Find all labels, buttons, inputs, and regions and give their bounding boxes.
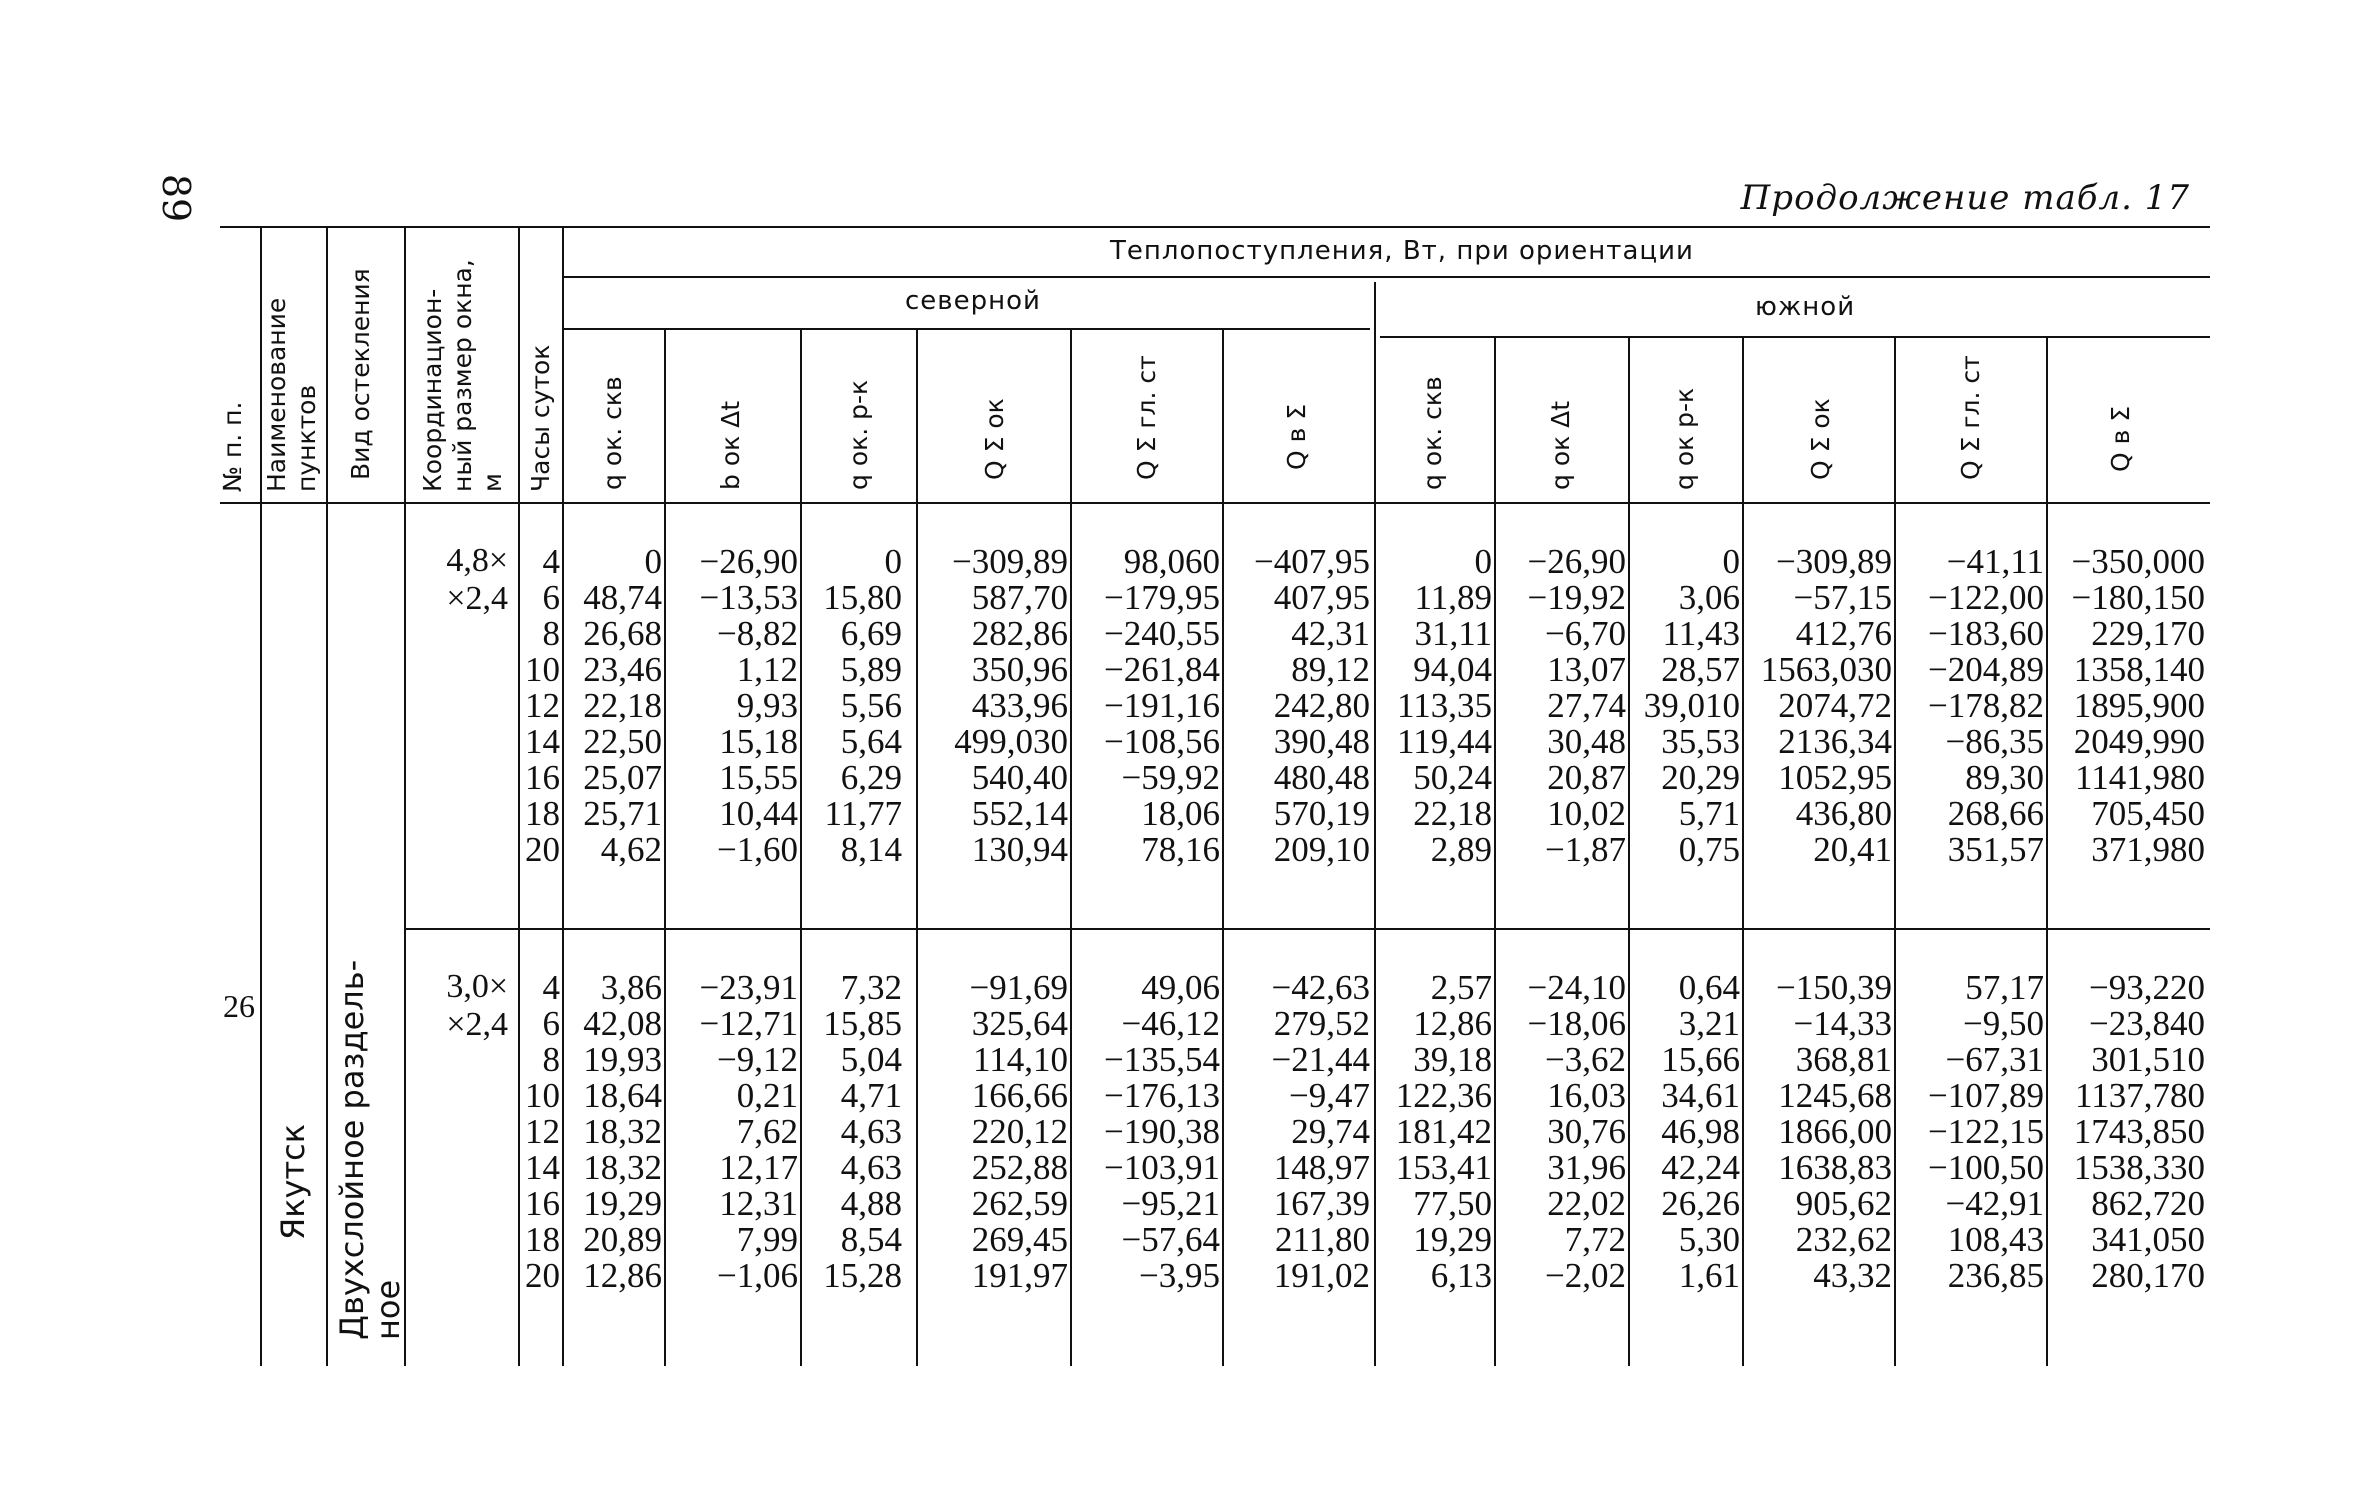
- table-cell: 412,76: [1795, 614, 1892, 653]
- table-cell: 5,71: [1678, 794, 1740, 833]
- table-cell: 433,96: [971, 686, 1068, 725]
- table-cell: 5,64: [840, 722, 902, 761]
- table-cell: 301,510: [2091, 1040, 2205, 1079]
- table-cell: 18,32: [583, 1148, 662, 1187]
- table-cell: 19,93: [583, 1040, 662, 1079]
- table-cell: 0: [644, 542, 662, 581]
- table-cell: 15,85: [823, 1004, 902, 1043]
- table-cell: 7,32: [840, 968, 902, 1007]
- table-cell: 268,66: [1947, 794, 2044, 833]
- table-cell: 15,28: [823, 1256, 902, 1295]
- table-cell: −183,60: [1928, 614, 2044, 653]
- table-cell: −309,89: [952, 542, 1068, 581]
- table-cell: −18,06: [1527, 1004, 1626, 1043]
- table-cell: 12,31: [719, 1184, 798, 1223]
- table-cell: 5,30: [1678, 1220, 1740, 1259]
- table-cell: 13,07: [1547, 650, 1626, 689]
- header-south: южной: [1755, 292, 1856, 322]
- table-cell: 12,17: [719, 1148, 798, 1187]
- table-cell: 22,18: [1413, 794, 1492, 833]
- header-south-q-rk: q ок р-к: [1670, 387, 1699, 490]
- table-cell: 11,89: [1414, 578, 1492, 617]
- column-south-Q_ok: [1742, 970, 1892, 1294]
- table-cell: 1,12: [736, 650, 798, 689]
- table-cell: 15,66: [1661, 1040, 1740, 1079]
- table-cell: −3,62: [1545, 1040, 1626, 1079]
- table-cell: 20: [525, 1256, 560, 1295]
- header-south-q-dt: q ок Δt: [1546, 400, 1575, 490]
- table-cell: 371,980: [2091, 830, 2205, 869]
- table-cell: −240,55: [1104, 614, 1220, 653]
- table-cell: −204,89: [1928, 650, 2044, 689]
- entry-city: Якутск: [274, 1123, 312, 1240]
- table-cell: −23,91: [699, 968, 798, 1007]
- table-cell: 20: [525, 830, 560, 869]
- table-cell: 25,07: [583, 758, 662, 797]
- column-north-Q_gl: [1070, 544, 1220, 868]
- table-cell: 4,88: [840, 1184, 902, 1223]
- table-cell: 114,10: [973, 1040, 1068, 1079]
- table-cell: 4: [542, 542, 560, 581]
- table-cell: −42,91: [1945, 1184, 2044, 1223]
- header-south-q-skv: q ок. скв: [1418, 376, 1447, 490]
- table-cell: 39,010: [1643, 686, 1740, 725]
- table-cell: 16,03: [1547, 1076, 1626, 1115]
- table-cell: 35,53: [1661, 722, 1740, 761]
- table-cell: −93,220: [2089, 968, 2205, 1007]
- table-cell: 1895,900: [2073, 686, 2205, 725]
- column-north-b_dt: [666, 970, 798, 1294]
- table-cell: −176,13: [1104, 1076, 1220, 1115]
- table-cell: 2136,34: [1778, 722, 1892, 761]
- table-cell: 43,32: [1813, 1256, 1892, 1295]
- block1-size-line1: 4,8×: [446, 542, 508, 579]
- table-cell: 18: [525, 794, 560, 833]
- block1-size: [412, 542, 508, 618]
- table-cell: −24,10: [1527, 968, 1626, 1007]
- table-cell: 49,06: [1141, 968, 1220, 1007]
- table-cell: 6,13: [1430, 1256, 1492, 1295]
- table-cell: 8,14: [840, 830, 902, 869]
- table-cell: 30,76: [1547, 1112, 1626, 1151]
- table-cell: 279,52: [1273, 1004, 1370, 1043]
- table-cell: −180,150: [2071, 578, 2205, 617]
- table-cell: 8: [542, 614, 560, 653]
- table-cell: 191,02: [1273, 1256, 1370, 1295]
- block1-size-line2: ×2,4: [446, 580, 508, 617]
- table-cell: 191,97: [971, 1256, 1068, 1295]
- table-cell: 368,81: [1795, 1040, 1892, 1079]
- header-col-hours: Часы суток: [526, 344, 555, 492]
- table-cell: 10: [525, 1076, 560, 1115]
- table-cell: 122,36: [1395, 1076, 1492, 1115]
- table-cell: 8: [542, 1040, 560, 1079]
- table-cell: −122,15: [1928, 1112, 2044, 1151]
- table-cell: 229,170: [2091, 614, 2205, 653]
- table-cell: 25,71: [583, 794, 662, 833]
- table-cell: −9,47: [1289, 1076, 1370, 1115]
- table-cell: 262,59: [971, 1184, 1068, 1223]
- header-group-title: Теплопоступления, Вт, при ориентации: [1110, 236, 1694, 266]
- table-cell: 42,31: [1291, 614, 1370, 653]
- column-north-Q_ok: [918, 544, 1068, 868]
- table-cell: 211,80: [1275, 1220, 1370, 1259]
- header-south-Q-ok: Q Σ ок: [1806, 398, 1835, 480]
- table-cell: 28,57: [1661, 650, 1740, 689]
- table-cell: 351,57: [1947, 830, 2044, 869]
- header-north-q-skv: q ок. скв: [598, 376, 627, 490]
- table-cell: 4,71: [840, 1076, 902, 1115]
- table-cell: 31,96: [1547, 1148, 1626, 1187]
- column-south-q_skv: [1374, 544, 1492, 868]
- table-cell: 4,62: [600, 830, 662, 869]
- table-cell: 11,77: [824, 794, 902, 833]
- table-cell: 46,98: [1661, 1112, 1740, 1151]
- header-north-Q-v: Q в Σ: [1282, 403, 1311, 470]
- table-cell: 10: [525, 650, 560, 689]
- table-cell: 2,89: [1430, 830, 1492, 869]
- table-cell: 48,74: [583, 578, 662, 617]
- table-cell: −9,50: [1963, 1004, 2044, 1043]
- table-cell: 220,12: [971, 1112, 1068, 1151]
- header-north-Q-gl: Q Σ гл. ст: [1132, 355, 1161, 480]
- column-hours: [520, 544, 560, 868]
- table-cell: 4: [542, 968, 560, 1007]
- column-north-Q_ok: [918, 970, 1068, 1294]
- table-cell: −6,70: [1545, 614, 1626, 653]
- column-south-q_skv: [1374, 970, 1492, 1294]
- table-cell: 42,08: [583, 1004, 662, 1043]
- column-south-Q_gl: [1894, 970, 2044, 1294]
- table-cell: 34,61: [1661, 1076, 1740, 1115]
- table-cell: 166,66: [971, 1076, 1068, 1115]
- table-cell: 3,06: [1678, 578, 1740, 617]
- entry-glazing: Двухслойное раздель-ное: [333, 959, 407, 1340]
- header-north-q-rk: q ок. р-к: [844, 379, 873, 490]
- table-cell: −178,82: [1928, 686, 2044, 725]
- table-cell: −1,87: [1545, 830, 1626, 869]
- table-cell: 5,56: [840, 686, 902, 725]
- column-north-q_skv: [566, 970, 662, 1294]
- header-north: северной: [905, 286, 1041, 316]
- table-cell: 1137,780: [2075, 1076, 2205, 1115]
- table-cell: 390,48: [1273, 722, 1370, 761]
- table-cell: 20,41: [1813, 830, 1892, 869]
- table-cell: 905,62: [1795, 1184, 1892, 1223]
- table-cell: 94,04: [1413, 650, 1492, 689]
- table-cell: 5,04: [840, 1040, 902, 1079]
- table-caption: Продолжение табл. 17: [1740, 178, 2190, 218]
- table-cell: −26,90: [699, 542, 798, 581]
- table-cell: 18,06: [1141, 794, 1220, 833]
- table-cell: 8,54: [840, 1220, 902, 1259]
- table-cell: 325,64: [971, 1004, 1068, 1043]
- table-cell: 16: [525, 1184, 560, 1223]
- header-north-Q-ok: Q Σ ок: [980, 398, 1009, 480]
- table-cell: 0,75: [1678, 830, 1740, 869]
- column-north-q_skv: [566, 544, 662, 868]
- table-cell: −122,00: [1928, 578, 2044, 617]
- table-cell: 587,70: [971, 578, 1068, 617]
- table-cell: 98,060: [1123, 542, 1220, 581]
- block2-size-line1: 3,0×: [446, 968, 508, 1005]
- table-cell: 26,26: [1661, 1184, 1740, 1223]
- table-cell: 22,02: [1547, 1184, 1626, 1223]
- column-south-q_rk: [1628, 970, 1740, 1294]
- table-cell: 1245,68: [1778, 1076, 1892, 1115]
- table-cell: 10,02: [1547, 794, 1626, 833]
- table-cell: −179,95: [1104, 578, 1220, 617]
- column-north-q_rk: [802, 970, 902, 1294]
- table-cell: 252,88: [971, 1148, 1068, 1187]
- table-cell: 7,72: [1564, 1220, 1626, 1259]
- table-cell: −13,53: [699, 578, 798, 617]
- table-cell: 6: [542, 578, 560, 617]
- table-cell: 570,19: [1273, 794, 1370, 833]
- table-cell: 30,48: [1547, 722, 1626, 761]
- table-cell: −1,06: [717, 1256, 798, 1295]
- header-col-size: Координацион-ный размер окна, м: [418, 259, 507, 492]
- table-cell: −8,82: [717, 614, 798, 653]
- table-cell: −261,84: [1104, 650, 1220, 689]
- table-cell: 14: [525, 1148, 560, 1187]
- table-cell: 862,720: [2091, 1184, 2205, 1223]
- table-cell: 1358,140: [2073, 650, 2205, 689]
- table-cell: −150,39: [1776, 968, 1892, 1007]
- table-cell: 499,030: [954, 722, 1068, 761]
- table-cell: 77,50: [1413, 1184, 1492, 1223]
- table-cell: 350,96: [971, 650, 1068, 689]
- table-cell: 280,170: [2091, 1256, 2205, 1295]
- table-cell: 16: [525, 758, 560, 797]
- column-south-Q_v: [2047, 544, 2205, 868]
- table-cell: 5,89: [840, 650, 902, 689]
- entry-number: 26: [223, 988, 255, 1024]
- table-cell: 6,69: [840, 614, 902, 653]
- table-cell: 0,21: [736, 1076, 798, 1115]
- table-cell: −2,02: [1545, 1256, 1626, 1295]
- table-cell: 3,86: [600, 968, 662, 1007]
- table-cell: −350,000: [2071, 542, 2205, 581]
- table-cell: 269,45: [971, 1220, 1068, 1259]
- table-cell: 18,64: [583, 1076, 662, 1115]
- table-cell: −46,12: [1121, 1004, 1220, 1043]
- table-cell: 1743,850: [2073, 1112, 2205, 1151]
- table-cell: 148,97: [1273, 1148, 1370, 1187]
- table-cell: 12,86: [583, 1256, 662, 1295]
- table-cell: 2074,72: [1778, 686, 1892, 725]
- table-cell: 22,18: [583, 686, 662, 725]
- header-north-b-dt: b ок Δt: [716, 400, 745, 490]
- table-cell: 18: [525, 1220, 560, 1259]
- table-cell: 89,30: [1965, 758, 2044, 797]
- table-cell: 10,44: [719, 794, 798, 833]
- column-north-q_rk: [802, 544, 902, 868]
- table-cell: −91,69: [969, 968, 1068, 1007]
- table-cell: 1638,83: [1778, 1148, 1892, 1187]
- table-cell: −12,71: [699, 1004, 798, 1043]
- table-cell: 27,74: [1547, 686, 1626, 725]
- table-cell: 12: [525, 1112, 560, 1151]
- column-south-Q_gl: [1894, 544, 2044, 868]
- table-cell: 242,80: [1273, 686, 1370, 725]
- column-north-Q_v: [1220, 970, 1370, 1294]
- table-cell: 540,40: [971, 758, 1068, 797]
- table-cell: 0,64: [1678, 968, 1740, 1007]
- table-cell: 1538,330: [2073, 1148, 2205, 1187]
- table-cell: 78,16: [1141, 830, 1220, 869]
- column-north-b_dt: [666, 544, 798, 868]
- table-cell: 9,93: [736, 686, 798, 725]
- table-cell: 0: [1722, 542, 1740, 581]
- table-cell: 0: [884, 542, 902, 581]
- table-cell: −14,33: [1793, 1004, 1892, 1043]
- table-cell: −19,92: [1527, 578, 1626, 617]
- table-cell: 2049,990: [2073, 722, 2205, 761]
- table-cell: 26,68: [583, 614, 662, 653]
- table-cell: 19,29: [583, 1184, 662, 1223]
- table-cell: −407,95: [1254, 542, 1370, 581]
- table-cell: −59,92: [1121, 758, 1220, 797]
- table-cell: 282,86: [971, 614, 1068, 653]
- header-col-name: Наименование пунктов: [262, 297, 321, 492]
- table-cell: 6: [542, 1004, 560, 1043]
- table-cell: 15,80: [823, 578, 902, 617]
- table-cell: 42,24: [1661, 1148, 1740, 1187]
- table-cell: −57,15: [1793, 578, 1892, 617]
- table-cell: −1,60: [717, 830, 798, 869]
- table-cell: 57,17: [1965, 968, 2044, 1007]
- table-cell: 167,39: [1273, 1184, 1370, 1223]
- table-cell: 31,11: [1414, 614, 1492, 653]
- table-cell: −3,95: [1139, 1256, 1220, 1295]
- table-cell: −86,35: [1945, 722, 2044, 761]
- table-cell: −190,38: [1104, 1112, 1220, 1151]
- table-cell: 119,44: [1397, 722, 1492, 761]
- table-cell: 12: [525, 686, 560, 725]
- table-cell: −57,64: [1121, 1220, 1220, 1259]
- column-south-q_rk: [1628, 544, 1740, 868]
- table-cell: 108,43: [1947, 1220, 2044, 1259]
- table-cell: 4,63: [840, 1112, 902, 1151]
- table-cell: 436,80: [1795, 794, 1892, 833]
- table-cell: 15,55: [719, 758, 798, 797]
- table-cell: −42,63: [1271, 968, 1370, 1007]
- column-south-q_dt: [1494, 970, 1626, 1294]
- block2-size: [412, 968, 508, 1044]
- table-cell: 39,18: [1413, 1040, 1492, 1079]
- table-cell: 1052,95: [1778, 758, 1892, 797]
- table-cell: 89,12: [1291, 650, 1370, 689]
- table-cell: 15,18: [719, 722, 798, 761]
- column-north-Q_gl: [1070, 970, 1220, 1294]
- table-cell: −67,31: [1945, 1040, 2044, 1079]
- table-cell: 7,62: [736, 1112, 798, 1151]
- header-col-no: № п. п.: [218, 401, 247, 492]
- block2-size-line2: ×2,4: [446, 1006, 508, 1043]
- table-cell: 20,29: [1661, 758, 1740, 797]
- table-cell: −95,21: [1121, 1184, 1220, 1223]
- table-cell: 1866,00: [1778, 1112, 1892, 1151]
- column-south-q_dt: [1494, 544, 1626, 868]
- table-cell: 11,43: [1662, 614, 1740, 653]
- table-cell: 552,14: [971, 794, 1068, 833]
- column-north-Q_v: [1220, 544, 1370, 868]
- table-cell: 18,32: [583, 1112, 662, 1151]
- table-cell: −26,90: [1527, 542, 1626, 581]
- table-cell: 7,99: [736, 1220, 798, 1259]
- table-cell: −107,89: [1928, 1076, 2044, 1115]
- table-cell: 4,63: [840, 1148, 902, 1187]
- header-col-glazing: Вид остекления: [346, 268, 375, 480]
- table-cell: −41,11: [1946, 542, 2044, 581]
- table-cell: 1,61: [1678, 1256, 1740, 1295]
- table-cell: −21,44: [1271, 1040, 1370, 1079]
- table-cell: 705,450: [2091, 794, 2205, 833]
- table-cell: −9,12: [717, 1040, 798, 1079]
- table-cell: 6,29: [840, 758, 902, 797]
- header-south-Q-v: Q в Σ: [2106, 405, 2135, 472]
- table-cell: 20,87: [1547, 758, 1626, 797]
- table-cell: 1141,980: [2075, 758, 2205, 797]
- table-cell: −100,50: [1928, 1148, 2044, 1187]
- table-cell: 232,62: [1795, 1220, 1892, 1259]
- column-hours: [520, 970, 560, 1294]
- table-cell: 113,35: [1397, 686, 1492, 725]
- table-cell: 50,24: [1413, 758, 1492, 797]
- column-south-Q_ok: [1742, 544, 1892, 868]
- table-cell: 236,85: [1947, 1256, 2044, 1295]
- table-cell: 130,94: [971, 830, 1068, 869]
- table-cell: 12,86: [1413, 1004, 1492, 1043]
- table-cell: 153,41: [1395, 1148, 1492, 1187]
- table-cell: 407,95: [1273, 578, 1370, 617]
- header-south-Q-gl: Q Σ гл. ст: [1956, 355, 1985, 480]
- table-cell: 22,50: [583, 722, 662, 761]
- table-cell: −108,56: [1104, 722, 1220, 761]
- table-cell: −191,16: [1104, 686, 1220, 725]
- table-cell: 29,74: [1291, 1112, 1370, 1151]
- column-south-Q_v: [2047, 970, 2205, 1294]
- table-cell: 341,050: [2091, 1220, 2205, 1259]
- table-cell: 0: [1474, 542, 1492, 581]
- table-cell: −309,89: [1776, 542, 1892, 581]
- table-cell: 20,89: [583, 1220, 662, 1259]
- table-cell: 23,46: [583, 650, 662, 689]
- table-cell: −103,91: [1104, 1148, 1220, 1187]
- table-cell: 19,29: [1413, 1220, 1492, 1259]
- table-cell: 2,57: [1430, 968, 1492, 1007]
- table-cell: 14: [525, 722, 560, 761]
- table-cell: 1563,030: [1760, 650, 1892, 689]
- table-cell: 181,42: [1395, 1112, 1492, 1151]
- table-cell: −135,54: [1104, 1040, 1220, 1079]
- table-cell: 3,21: [1678, 1004, 1740, 1043]
- table-cell: 209,10: [1273, 830, 1370, 869]
- page-number: 89: [154, 173, 198, 223]
- table-cell: −23,840: [2089, 1004, 2205, 1043]
- table-cell: 480,48: [1273, 758, 1370, 797]
